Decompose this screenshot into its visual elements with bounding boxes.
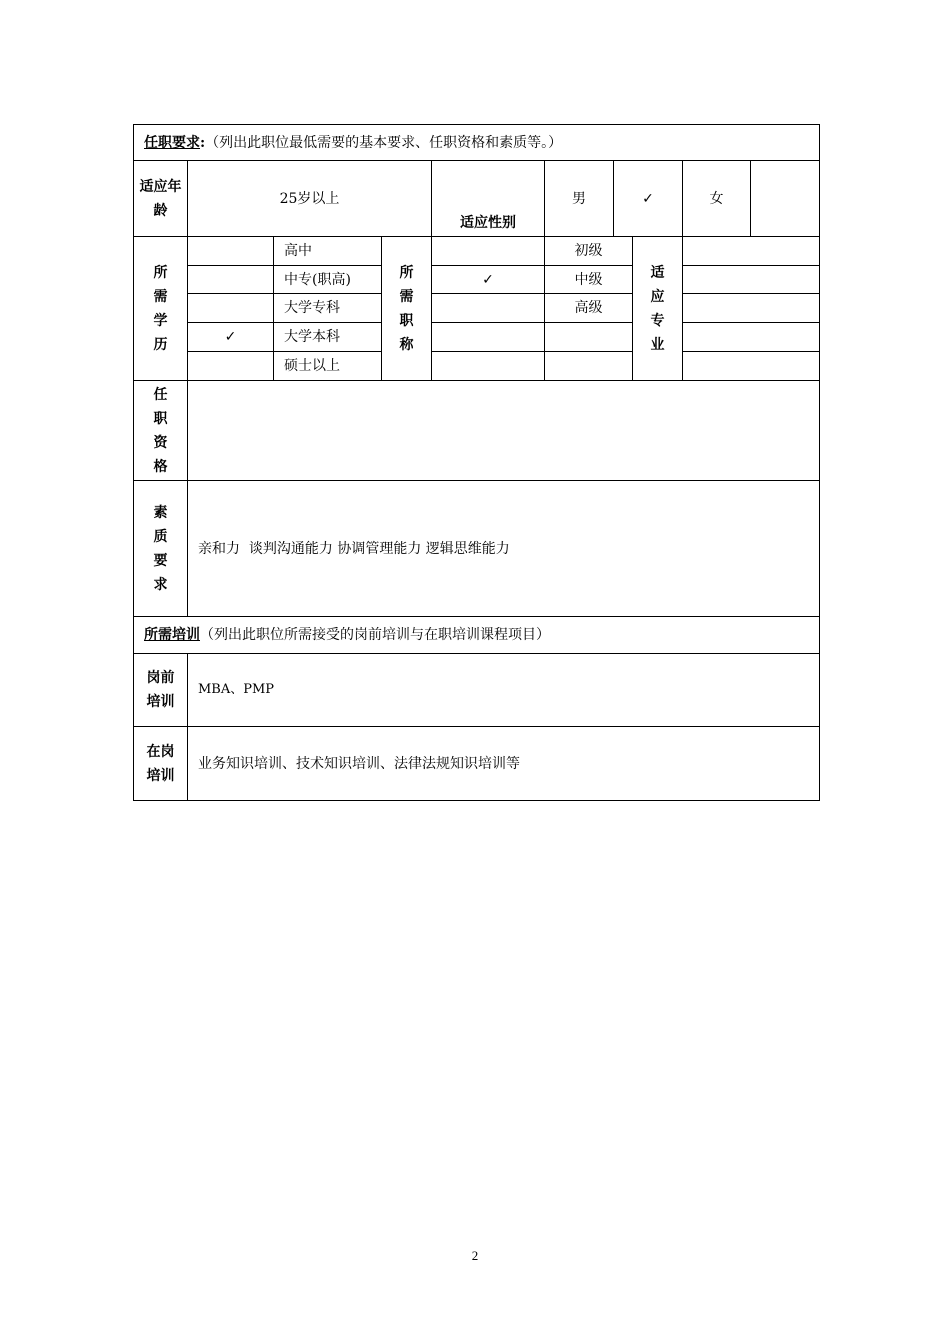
education-mark-5 (188, 352, 274, 381)
requirements-note: （列出此职位最低需要的基本要求、任职资格和素质等。） (205, 134, 563, 151)
major-label: 适应专业 (633, 237, 683, 381)
education-mark-1 (188, 237, 274, 266)
title-mark-5 (432, 352, 545, 381)
title-level-4 (545, 323, 633, 352)
title-level-label: 所需职称 (382, 237, 432, 381)
education-level-3: 大学专科 (274, 294, 382, 323)
gender-male-mark: ✓ (614, 161, 683, 237)
gender-label: 适应性别 (432, 161, 545, 237)
major-value-1 (683, 237, 819, 266)
gender-female-mark (751, 161, 819, 237)
major-value-3 (683, 294, 819, 323)
title-level-2: 中级 (545, 266, 633, 294)
education-mark-4: ✓ (188, 323, 274, 352)
title-level-1: 初级 (545, 237, 633, 266)
requirements-colon: : (200, 134, 206, 151)
title-mark-2: ✓ (432, 266, 545, 294)
education-level-5: 硕士以上 (274, 352, 382, 381)
title-mark-4 (432, 323, 545, 352)
major-value-5 (683, 352, 819, 381)
quality-label: 素质要求 (134, 481, 188, 617)
title-mark-3 (432, 294, 545, 323)
quality-value: 亲和力 谈判沟通能力 协调管理能力 逻辑思维能力 (188, 481, 819, 617)
education-mark-3 (188, 294, 274, 323)
title-level-5 (545, 352, 633, 381)
qualification-value (188, 381, 819, 481)
age-value: 25岁以上 (188, 161, 432, 237)
requirements-header (134, 125, 819, 161)
education-mark-2 (188, 266, 274, 294)
major-value-4 (683, 323, 819, 352)
job-training-value: 业务知识培训、技术知识培训、法律法规知识培训等 (198, 755, 520, 772)
pre-training-value: MBA、PMP (188, 654, 819, 727)
page-number: 2 (471, 1248, 479, 1263)
job-training-label: 在岗培训 (134, 727, 188, 800)
training-header (134, 617, 819, 654)
requirements-title: 任职要求 (144, 134, 200, 151)
education-level-1: 高中 (274, 237, 382, 266)
pre-training-label: 岗前培训 (134, 654, 188, 727)
age-label: 适应年龄 (134, 161, 188, 237)
education-label: 所需学历 (134, 237, 188, 381)
gender-male: 男 (545, 161, 614, 237)
job-requirements-table (133, 124, 820, 801)
title-level-3: 高级 (545, 294, 633, 323)
education-level-2: 中专(职高) (274, 266, 382, 294)
gender-female: 女 (683, 161, 751, 237)
education-level-4: 大学本科 (274, 323, 382, 352)
major-value-2 (683, 266, 819, 294)
qualification-label: 任职资格 (134, 381, 188, 481)
training-title: 所需培训 (144, 627, 200, 643)
title-mark-1 (432, 237, 545, 266)
training-note: （列出此职位所需接受的岗前培训与在职培训课程项目） (200, 627, 550, 643)
